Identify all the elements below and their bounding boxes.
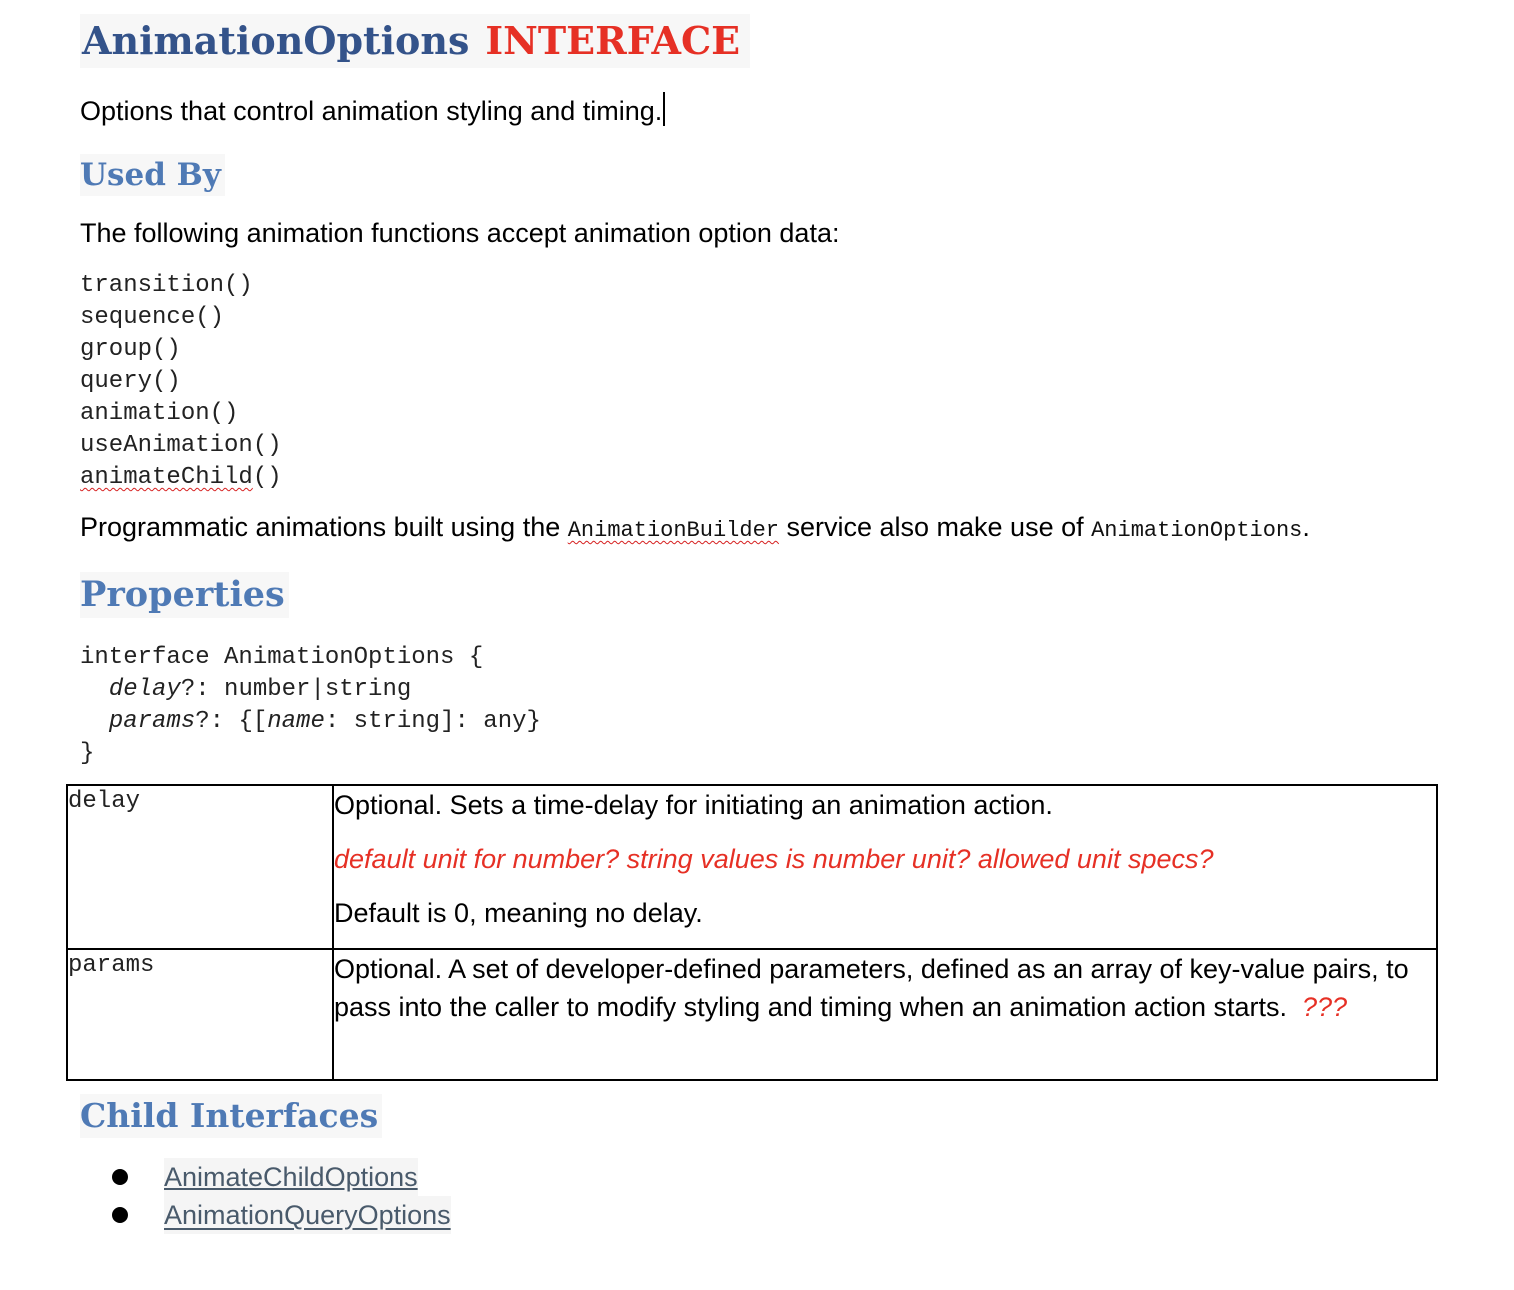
list-item [108,1196,451,1234]
function-item [80,462,282,494]
programmatic-text [80,510,1310,548]
used-by-heading: Used By [80,154,225,196]
property-description [333,785,1437,949]
code-close: } [80,740,95,767]
table-row [67,785,1437,949]
programmatic-before: Programmatic animations built using the [80,512,568,542]
review-note: default unit for number? string values is number unit? allowed unit specs? [334,844,1214,874]
code-animation-builder: AnimationBuilder [567,518,779,543]
text-cursor [663,92,665,126]
function-item: query() [80,368,181,395]
summary-text [80,92,665,128]
programmatic-middle: service also make use of [778,512,1092,542]
programmatic-after: . [1302,512,1310,542]
title-kind: INTERFACE [485,18,741,63]
code-params-mid: ?: {[ [195,708,268,735]
review-note: ??? [1302,992,1348,1022]
function-item: sequence() [80,304,225,331]
title-name: AnimationOptions [82,18,470,63]
code-params-name: params [108,708,196,735]
property-name: delay [67,785,333,949]
child-interfaces-list [108,1158,451,1234]
code-params-key: name [267,708,325,735]
function-item: transition() [80,272,253,299]
property-default-text: Default is 0, meaning no delay. [334,898,703,928]
function-parens: () [252,464,282,491]
function-item: group() [80,336,181,363]
property-description [333,949,1437,1080]
property-desc-content: Optional. A set of developer-defined parameters, defined as an array of key-value pairs, to pass into the caller to modify styling and timing when an animation action starts. [334,954,1409,1022]
function-item: animation() [80,400,239,427]
property-name: params [67,949,333,1080]
code-delay-name: delay [108,676,181,703]
bullet-icon [112,1207,128,1223]
used-by-intro: The following animation functions accept animation option data: [80,218,840,248]
code-line: interface AnimationOptions { [80,644,484,671]
list-item [108,1158,451,1196]
code-animation-options: AnimationOptions [1091,518,1303,543]
code-delay-type: ?: number|string [180,676,412,703]
link-animation-query-options[interactable]: AnimationQueryOptions [164,1196,451,1234]
function-list [80,270,282,494]
spellcheck-word: animateChild [80,464,253,491]
property-desc-text [334,950,1436,1026]
child-interfaces-heading: Child Interfaces [80,1094,382,1138]
code-params-end: : string]: any} [324,708,541,735]
summary-content: Options that control animation styling and timing. [80,96,663,126]
interface-code-block [80,642,541,770]
page-title [80,14,750,68]
property-desc-text: Optional. Sets a time-delay for initiating an animation action. [334,790,1053,820]
table-row [67,949,1437,1080]
bullet-icon [112,1169,128,1185]
properties-table [66,784,1438,1081]
link-animate-child-options[interactable]: AnimateChildOptions [164,1158,418,1196]
function-item: useAnimation() [80,432,282,459]
properties-heading: Properties [80,572,289,618]
